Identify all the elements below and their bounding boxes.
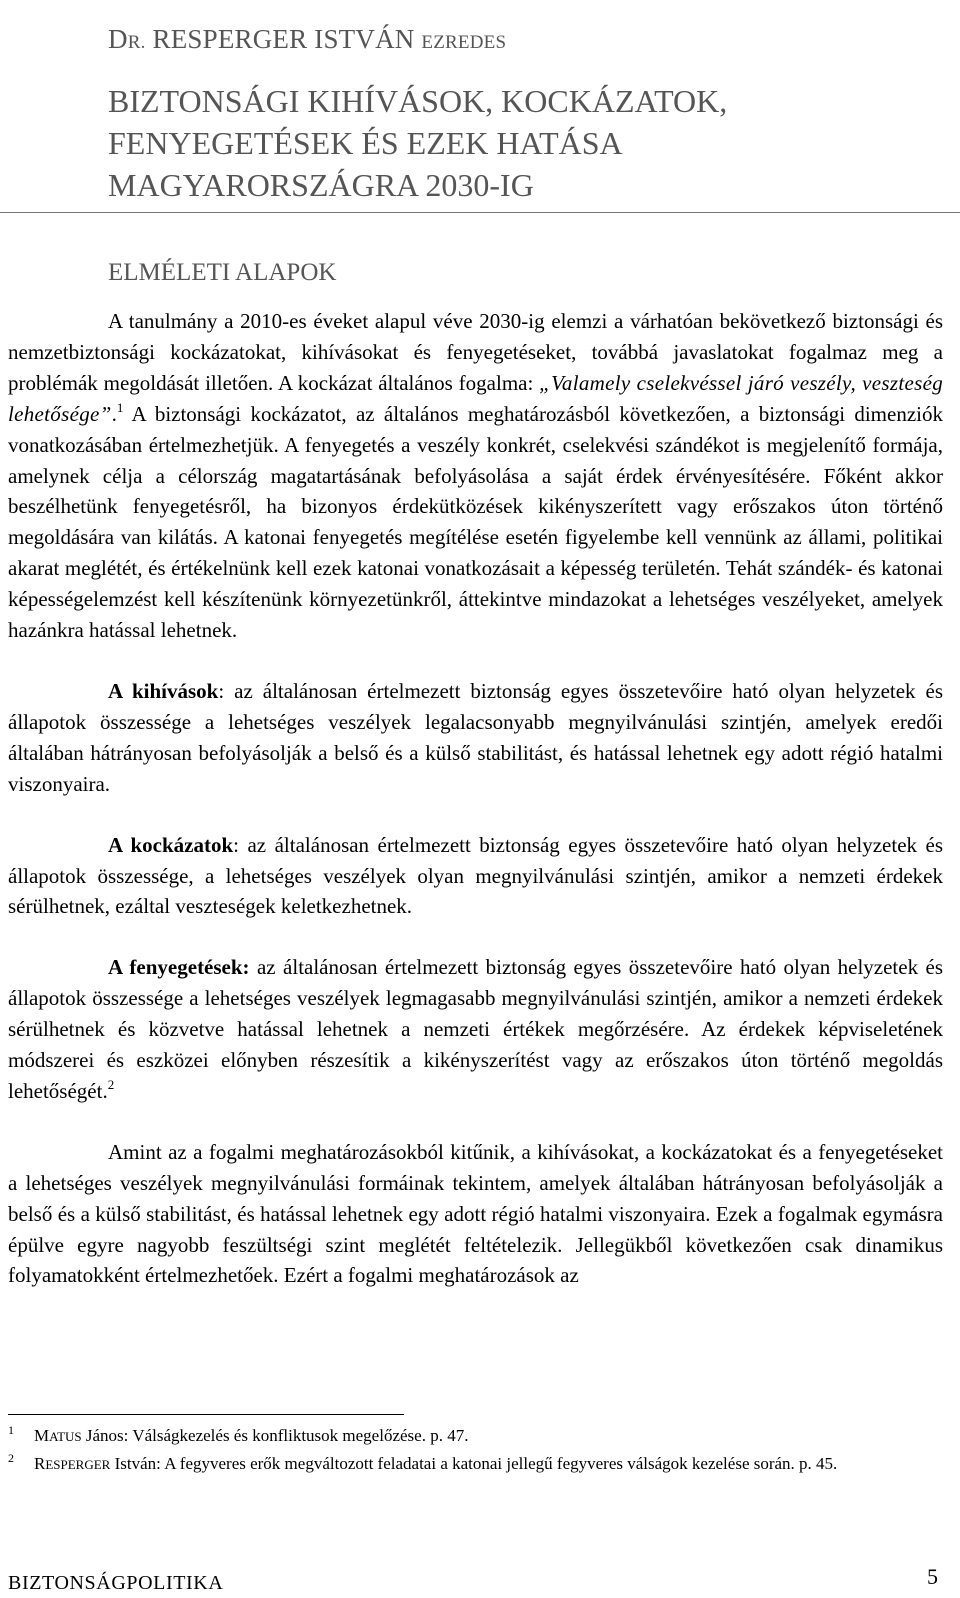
- footnotes: [8, 1425, 938, 1481]
- author-rank: EZREDES: [421, 32, 507, 53]
- paragraph-risks: [8, 830, 943, 923]
- author-initial: D: [108, 24, 128, 54]
- footnote-author-rest: ATUS: [49, 1429, 82, 1444]
- article-title: BIZTONSÁGI KIHÍVÁSOK, KOCKÁZATOK, FENYEGETÉSEK ÉS EZEK HATÁSA MAGYARORSZÁGRA 2030-IG: [108, 83, 728, 203]
- footnote-author-initial: M: [34, 1426, 50, 1445]
- body-text: [8, 306, 943, 1291]
- footnote-text: János: Válságkezelés és konfliktusok megelőzése. p. 47.: [81, 1426, 469, 1445]
- definition-quote: „Valamely cselekvéssel járó veszély, veszteség lehetősége”: [8, 370, 943, 426]
- footnote-number: 1: [8, 1423, 14, 1437]
- page-number: 5: [927, 1564, 938, 1589]
- footnote-number: 2: [8, 1451, 14, 1465]
- paragraph-text: .: [111, 401, 117, 426]
- paragraph-threats: [8, 952, 943, 1107]
- paragraph-conclusion: Amint az a fogalmi meghatározásokból kitűnik, a kihívásokat, a kockázatokat és a fenyegetéseket a lehetséges veszélyek megnyilvánulási formáinak tekintem, amelyek általában hátrányosan befolyásolják a belső és a külső stabilitást, és hatással lehetnek egy adott régió hatalmi viszonyaira. Ezek a fogalmak egymásra épülve egyre nagyobb feszültségi szint meglétét feltételezik. Jellegükből következően csak dinamikus folyamatokként értelmezhetőek. Ezért a fogalmi meghatározások az: [8, 1139, 943, 1288]
- footnote-author-rest: ESPERGER: [45, 1457, 111, 1472]
- footnote-divider: [8, 1414, 404, 1415]
- footnote-2: [8, 1453, 938, 1476]
- term-challenges: A kihívások: [108, 678, 219, 703]
- paragraph-text: : az általánosan értelmezett biztonság egyes összetevőire ható olyan helyzetek és állapotok összessége a lehetséges veszélyek legalacsonyabb megnyilvánulási szintjén, amelyek eredői általában hátrányosan befolyásolják a belső és a külső stabilitást, és hatással lehetnek egy adott régió hatalmi viszonyaira.: [8, 678, 943, 796]
- author-name: RESPERGER ISTVÁN: [145, 24, 422, 54]
- term-risks: A kockázatok: [108, 832, 234, 857]
- footnote-ref-2[interactable]: 2: [107, 1076, 115, 1092]
- footnote-ref-1[interactable]: 1: [116, 399, 124, 415]
- paragraph-text: : az általánosan értelmezett biztonság egyes összetevőire ható olyan helyzetek és állapotok összessége, a lehetséges veszélyek olyan megnyilvánulási szintjén, amikor a nemzeti érdekek sérülhetnek, ezáltal veszteségek keletkezhetnek.: [8, 832, 943, 919]
- paragraph-text: A biztonsági kockázatot, az általános meghatározásból következően, a biztonsági dimenziók vonatkozásában értelmezhetjük. A fenyegetés a veszély konkrét, cselekvési szándékot is megjelenítő formája, amelynek célja a célország magatartásának befolyásolása a saját érdek érvényesítésére. Főként akkor beszélhetünk fenyegetésről, ha bizonyos érdekütközések kikényszerített vagy erőszakos úton történő megoldására van kilátás. A katonai fenyegetés megítélése esetén figyelembe kell vennünk az állami, politikai akarat meglétét, és értékelnünk kell ezek katonai vonatkozásait a képesség területén. Tehát szándék- és katonai képességelemzést kell készítenünk környezetünkről, áttekintve mindazokat a lehetséges veszélyeket, amelyek hazánkra hatással lehetnek.: [8, 401, 943, 643]
- footnote-text: István: A fegyveres erők megváltozott feladatai a katonai jellegű fegyveres válságok kezelése során. p. 45.: [110, 1454, 838, 1473]
- paragraph-text: A tanulmány a 2010-es éveket alapul véve 2030-ig elemzi a várhatóan bekövetkező biztonsági és nemzetbiztonsági kockázatokat, kihívásokat és fenyegetéseket, továbbá javaslatokat fogalmaz meg a problémák megoldását illetően. A kockázat általános fogalma:: [8, 309, 943, 395]
- term-threats: A fenyegetések:: [108, 955, 250, 980]
- paragraph-challenges: [8, 676, 943, 800]
- footnote-1: [8, 1425, 938, 1448]
- paragraph-intro: [8, 306, 943, 646]
- author-title-rest: R.: [127, 32, 146, 53]
- footnote-author-initial: R: [34, 1454, 46, 1473]
- paragraph-text: az általánosan értelmezett biztonság egyes összetevőire ható olyan helyzetek és állapotok összessége a lehetséges veszélyek legmagasabb megnyilvánulási szintjén, amikor a nemzeti érdekek sérülhetnek és közvetve hatással lehetnek a nemzeti értékek megőrzésére. Az érdekek képviseletének módszerei és eszközei előnyben részesítik a kikényszerítést vagy az erőszakos úton történő megoldás lehetőségét.: [8, 955, 943, 1103]
- author-line: [108, 24, 506, 55]
- title-divider: [0, 212, 960, 213]
- journal-name: BIZTONSÁGPOLITIKA: [8, 1572, 224, 1594]
- section-heading: ELMÉLETI ALAPOK: [108, 259, 337, 286]
